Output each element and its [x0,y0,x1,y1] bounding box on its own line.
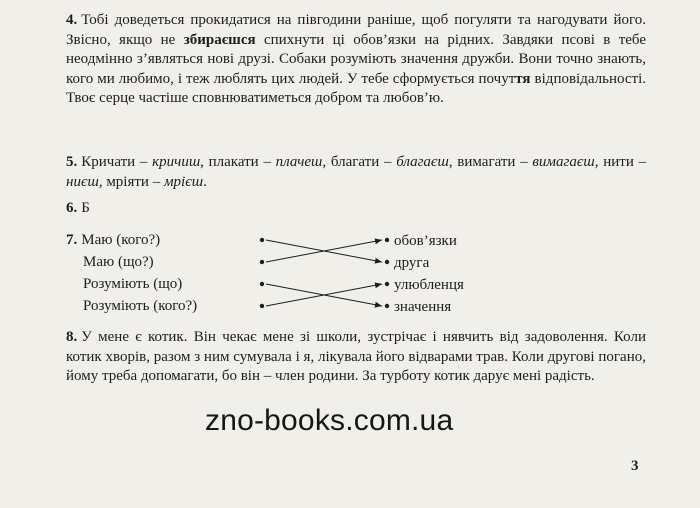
task-7-right-item: друга [394,255,430,271]
task-5-dash: – [135,154,153,170]
task-5-verb-form: мрієш [163,173,204,190]
task-5-verb-form: ниєш [66,173,99,190]
task-5-verb-form: плачеш [275,154,323,170]
task-5-infinitive: нити [603,154,634,170]
task-5-infinitive: вимагати [457,154,516,170]
task-8-text: У мене є котик. Він чекає мене зі школи, зустрічає і нявчить від задоволення. Коли котик хворів, разом з ним сумувала і я, лікувала його відварами трав. Коли другові погано, йому треба допомагати, бо він – член родини. За турботу котик дарує мені радість. [66,329,646,384]
task-5-separator: , [322,154,331,170]
task-5-dash: – [148,173,164,190]
task-7-left-dot [260,260,264,264]
task-7-number: 7. [66,232,78,248]
task-7-right-dot [385,260,389,264]
task-4-highlight-1: збираєшся [183,31,256,48]
task-5-separator: , [98,173,107,190]
task-7-left-label: Розуміють (кого?) [83,298,198,314]
watermark: zno-books.com.ua [205,404,454,437]
task-7-right-item: улюбленця [394,277,464,293]
task-5-verb-form: кричиш [152,154,201,170]
task-5-separator: . [203,173,207,190]
task-7-right-dot [385,238,389,242]
task-5-infinitive: Кричати [81,154,136,170]
task-5-dash: – [515,154,533,170]
task-8-number: 8. [66,329,78,345]
task-7-left-dot [260,282,264,286]
task-6-answer: Б [81,200,90,216]
task-7-left-label: Розуміють (що) [83,276,183,292]
task-5-separator: , [594,154,604,170]
task-5-separator: , [200,154,209,170]
task-4-text-2: спихнути ці обов’язки на рідних. Завдяки псові в тебе неодмінно з’являться нові друзі. Собаки розуміють значення дружби. Вони точно знають, кого ми любимо, і теж люблять цих людей. У тебе сформується почут [66,31,646,87]
task-5-dash: – [258,154,276,170]
task-7-right-item: значення [394,299,452,315]
task-7-right-item: обов’язки [394,233,457,249]
task-5-dash: – [379,154,397,170]
task-7-right-dot [385,282,389,286]
task-7-left-label: Маю (кого?) [81,232,161,248]
task-5-infinitive: плакати [208,154,259,170]
task-5-separator: , [448,154,458,170]
task-4-text-3: відповідальності. Твоє серце частіше сповнюватиметься добром та любов’ю. [66,70,646,106]
task-7-right-dot [385,304,389,308]
task-5-verb-form: благаєш [396,154,449,170]
task-4-text-1: Тобі доведеться прокидатися на півгодини раніше, щоб погуляти та нагодувати його. Звісно, якщо не [66,12,646,48]
task-7-left-dot [260,238,264,242]
page-number: 3 [631,458,639,474]
task-5-number: 5. [66,154,78,170]
task-8 [66,328,646,387]
task-4-highlight-2: тя [515,70,531,87]
task-5-verb-form: вимагаєш [532,154,595,170]
task-5-infinitive: мріяти [106,173,149,190]
task-5-infinitive: благати [330,154,380,170]
task-6-number: 6. [66,200,78,216]
task-5-dash: – [633,154,647,170]
task-7-left-label: Маю (що?) [83,254,154,270]
task-7-left-dot [260,304,264,308]
task-4-number: 4. [66,12,78,28]
